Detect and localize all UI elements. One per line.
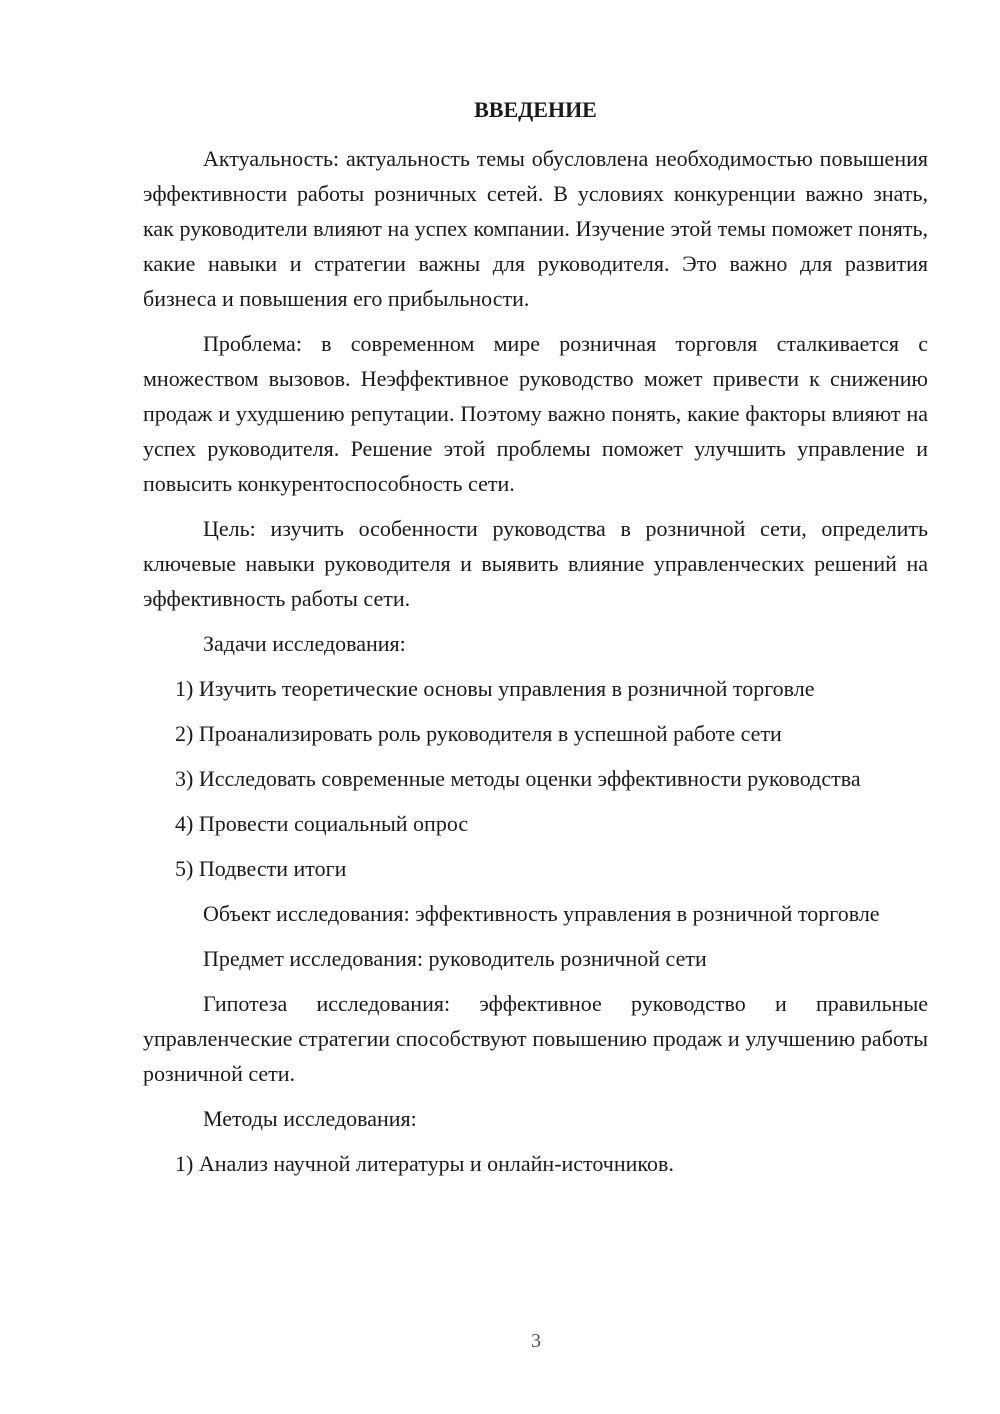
tasks-heading: Задачи исследования: xyxy=(203,631,406,656)
task-item-4: 4) Провести социальный опрос xyxy=(175,811,469,836)
page-title: ВВЕДЕНИЕ xyxy=(474,97,597,122)
task-item-2: 2) Проанализировать роль руководителя в успешной работе сети xyxy=(175,721,782,746)
task-item-1: 1) Изучить теоретические основы управления в розничной торговле xyxy=(175,676,815,701)
relevance-paragraph: Актуальность: актуальность темы обусловлена необходимостью повышения эффективности работы розничных сетей. В условиях конкуренции важно знать, как руководители влияют на успех компании. Изучение этой темы поможет понять, какие навыки и стратегии важны для руководителя. Это важно для развития бизнеса и повышения его прибыльности. xyxy=(143,146,928,311)
hypothesis-paragraph: Гипотеза исследования: эффективное руководство и правильные управленческие стратегии способствуют повышению продаж и улучшению работы розничной сети. xyxy=(143,991,928,1086)
method-item-1: 1) Анализ научной литературы и онлайн-источников. xyxy=(175,1151,674,1176)
goal-paragraph: Цель: изучить особенности руководства в розничной сети, определить ключевые навыки руководителя и выявить влияние управленческих решений на эффективность работы сети. xyxy=(143,516,928,611)
subject-paragraph: Предмет исследования: руководитель розничной сети xyxy=(203,946,707,971)
page-number: 3 xyxy=(531,1330,541,1352)
problem-paragraph: Проблема: в современном мире розничная торговля сталкивается с множеством вызовов. Неэффективное руководство может привести к снижению продаж и ухудшению репутации. Поэтому важно понять, какие факторы влияют на успех руководителя. Решение этой проблемы поможет улучшить управление и повысить конкурентоспособность сети. xyxy=(143,331,928,496)
task-item-3: 3) Исследовать современные методы оценки эффективности руководства xyxy=(175,766,861,791)
task-item-5: 5) Подвести итоги xyxy=(175,856,347,881)
page-content xyxy=(143,92,928,1191)
methods-heading: Методы исследования: xyxy=(203,1106,417,1131)
object-paragraph: Объект исследования: эффективность управления в розничной торговле xyxy=(203,901,880,926)
